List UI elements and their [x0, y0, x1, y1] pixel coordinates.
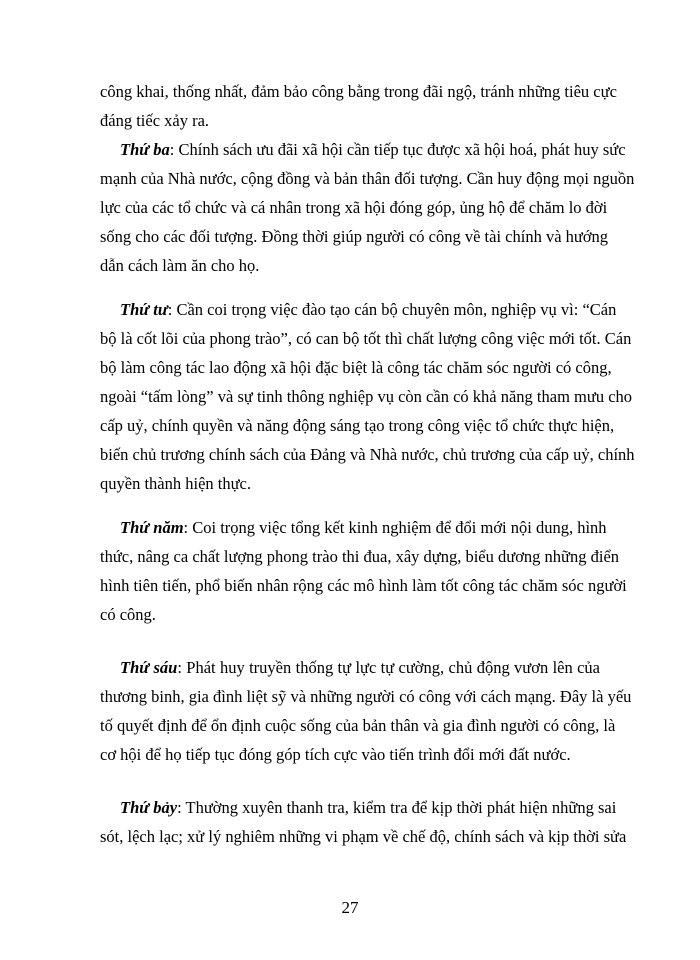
paragraph-lead: Thứ bảy	[120, 798, 178, 817]
paragraph-lead: Thứ sáu	[120, 658, 178, 677]
paragraph-line: lực của các tổ chức và cá nhân trong xã hội đóng góp, ủng hộ để chăm lo đời	[100, 198, 608, 217]
paragraph-line: sống cho các đối tượng. Đồng thời giúp người có công về tài chính và hướng	[100, 227, 609, 246]
paragraph-line: đáng tiếc xảy ra.	[100, 111, 210, 130]
paragraph-line: mạnh của Nhà nước, cộng đồng và bản thân đối tượng. Cần huy động mọi nguồn	[100, 169, 635, 188]
paragraph-line: sót, lệch lạc; xử lý nghiêm những vi phạm về chế độ, chính sách và kịp thời sửa	[100, 827, 627, 846]
paragraph-line: bộ là cốt lõi của phong trào”, có can bộ tốt thì chất lượng công việc mới tốt. Cán	[100, 329, 632, 348]
paragraph-line: có công.	[100, 605, 156, 624]
paragraph-line: cấp uỷ, chính quyền và năng động sáng tạo trong công việc tổ chức thực hiện,	[100, 416, 615, 435]
paragraph-lead: Thứ ba	[120, 140, 170, 159]
paragraph-line: cơ hội để họ tiếp tục đóng góp tích cực vào tiến trình đổi mới đất nước.	[100, 745, 571, 764]
paragraph-line: tố quyết định để ổn định cuộc sống của bản thân và gia đình người có công, là	[100, 716, 616, 735]
paragraph-line: công khai, thống nhất, đảm bảo công bằng trong đãi ngộ, tránh những tiêu cực	[100, 82, 617, 101]
paragraph-line: Thứ ba: Chính sách ưu đãi xã hội cần tiếp tục được xã hội hoá, phát huy sức	[120, 140, 626, 159]
paragraph-line: Thứ tư: Cần coi trọng việc đào tạo cán bộ chuyên môn, nghiệp vụ vì: “Cán	[120, 300, 617, 319]
paragraph-line: dẫn cách làm ăn cho họ.	[100, 256, 260, 275]
paragraph-line: ngoài “tấm lòng” và sự tinh thông nghiệp vụ còn cần có khả năng tham mưu cho	[100, 387, 633, 406]
paragraph-lead: Thứ năm	[120, 518, 184, 537]
paragraph-line: thương binh, gia đình liệt sỹ và những người có công với cách mạng. Đây là yếu	[100, 687, 632, 706]
paragraph-line: Thứ bảy: Thường xuyên thanh tra, kiểm tra để kịp thời phát hiện những sai	[120, 798, 617, 817]
paragraph-lead: Thứ tư	[120, 300, 168, 319]
paragraph-line: biến chủ trương chính sách của Đảng và Nhà nước, chủ trương của cấp uỷ, chính	[100, 445, 635, 464]
paragraph-line: thức, nâng ca chất lượng phong trào thi đua, xây dựng, biểu dương những điển	[100, 547, 620, 566]
paragraph-line: Thứ năm: Coi trọng việc tổng kết kinh nghiệm để đổi mới nội dung, hình	[120, 518, 607, 537]
paragraph-line: bộ làm công tác lao động xã hội đặc biệt là công tác chăm sóc người có công,	[100, 358, 612, 377]
paragraph-line: quyền thành hiện thực.	[100, 474, 251, 493]
paragraph-line: hình tiên tiến, phổ biến nhân rộng các mô hình làm tốt công tác chăm sóc người	[100, 576, 627, 595]
page-number: 27	[341, 898, 359, 917]
paragraph-line: Thứ sáu: Phát huy truyền thống tự lực tự cường, chủ động vươn lên của	[120, 658, 600, 677]
